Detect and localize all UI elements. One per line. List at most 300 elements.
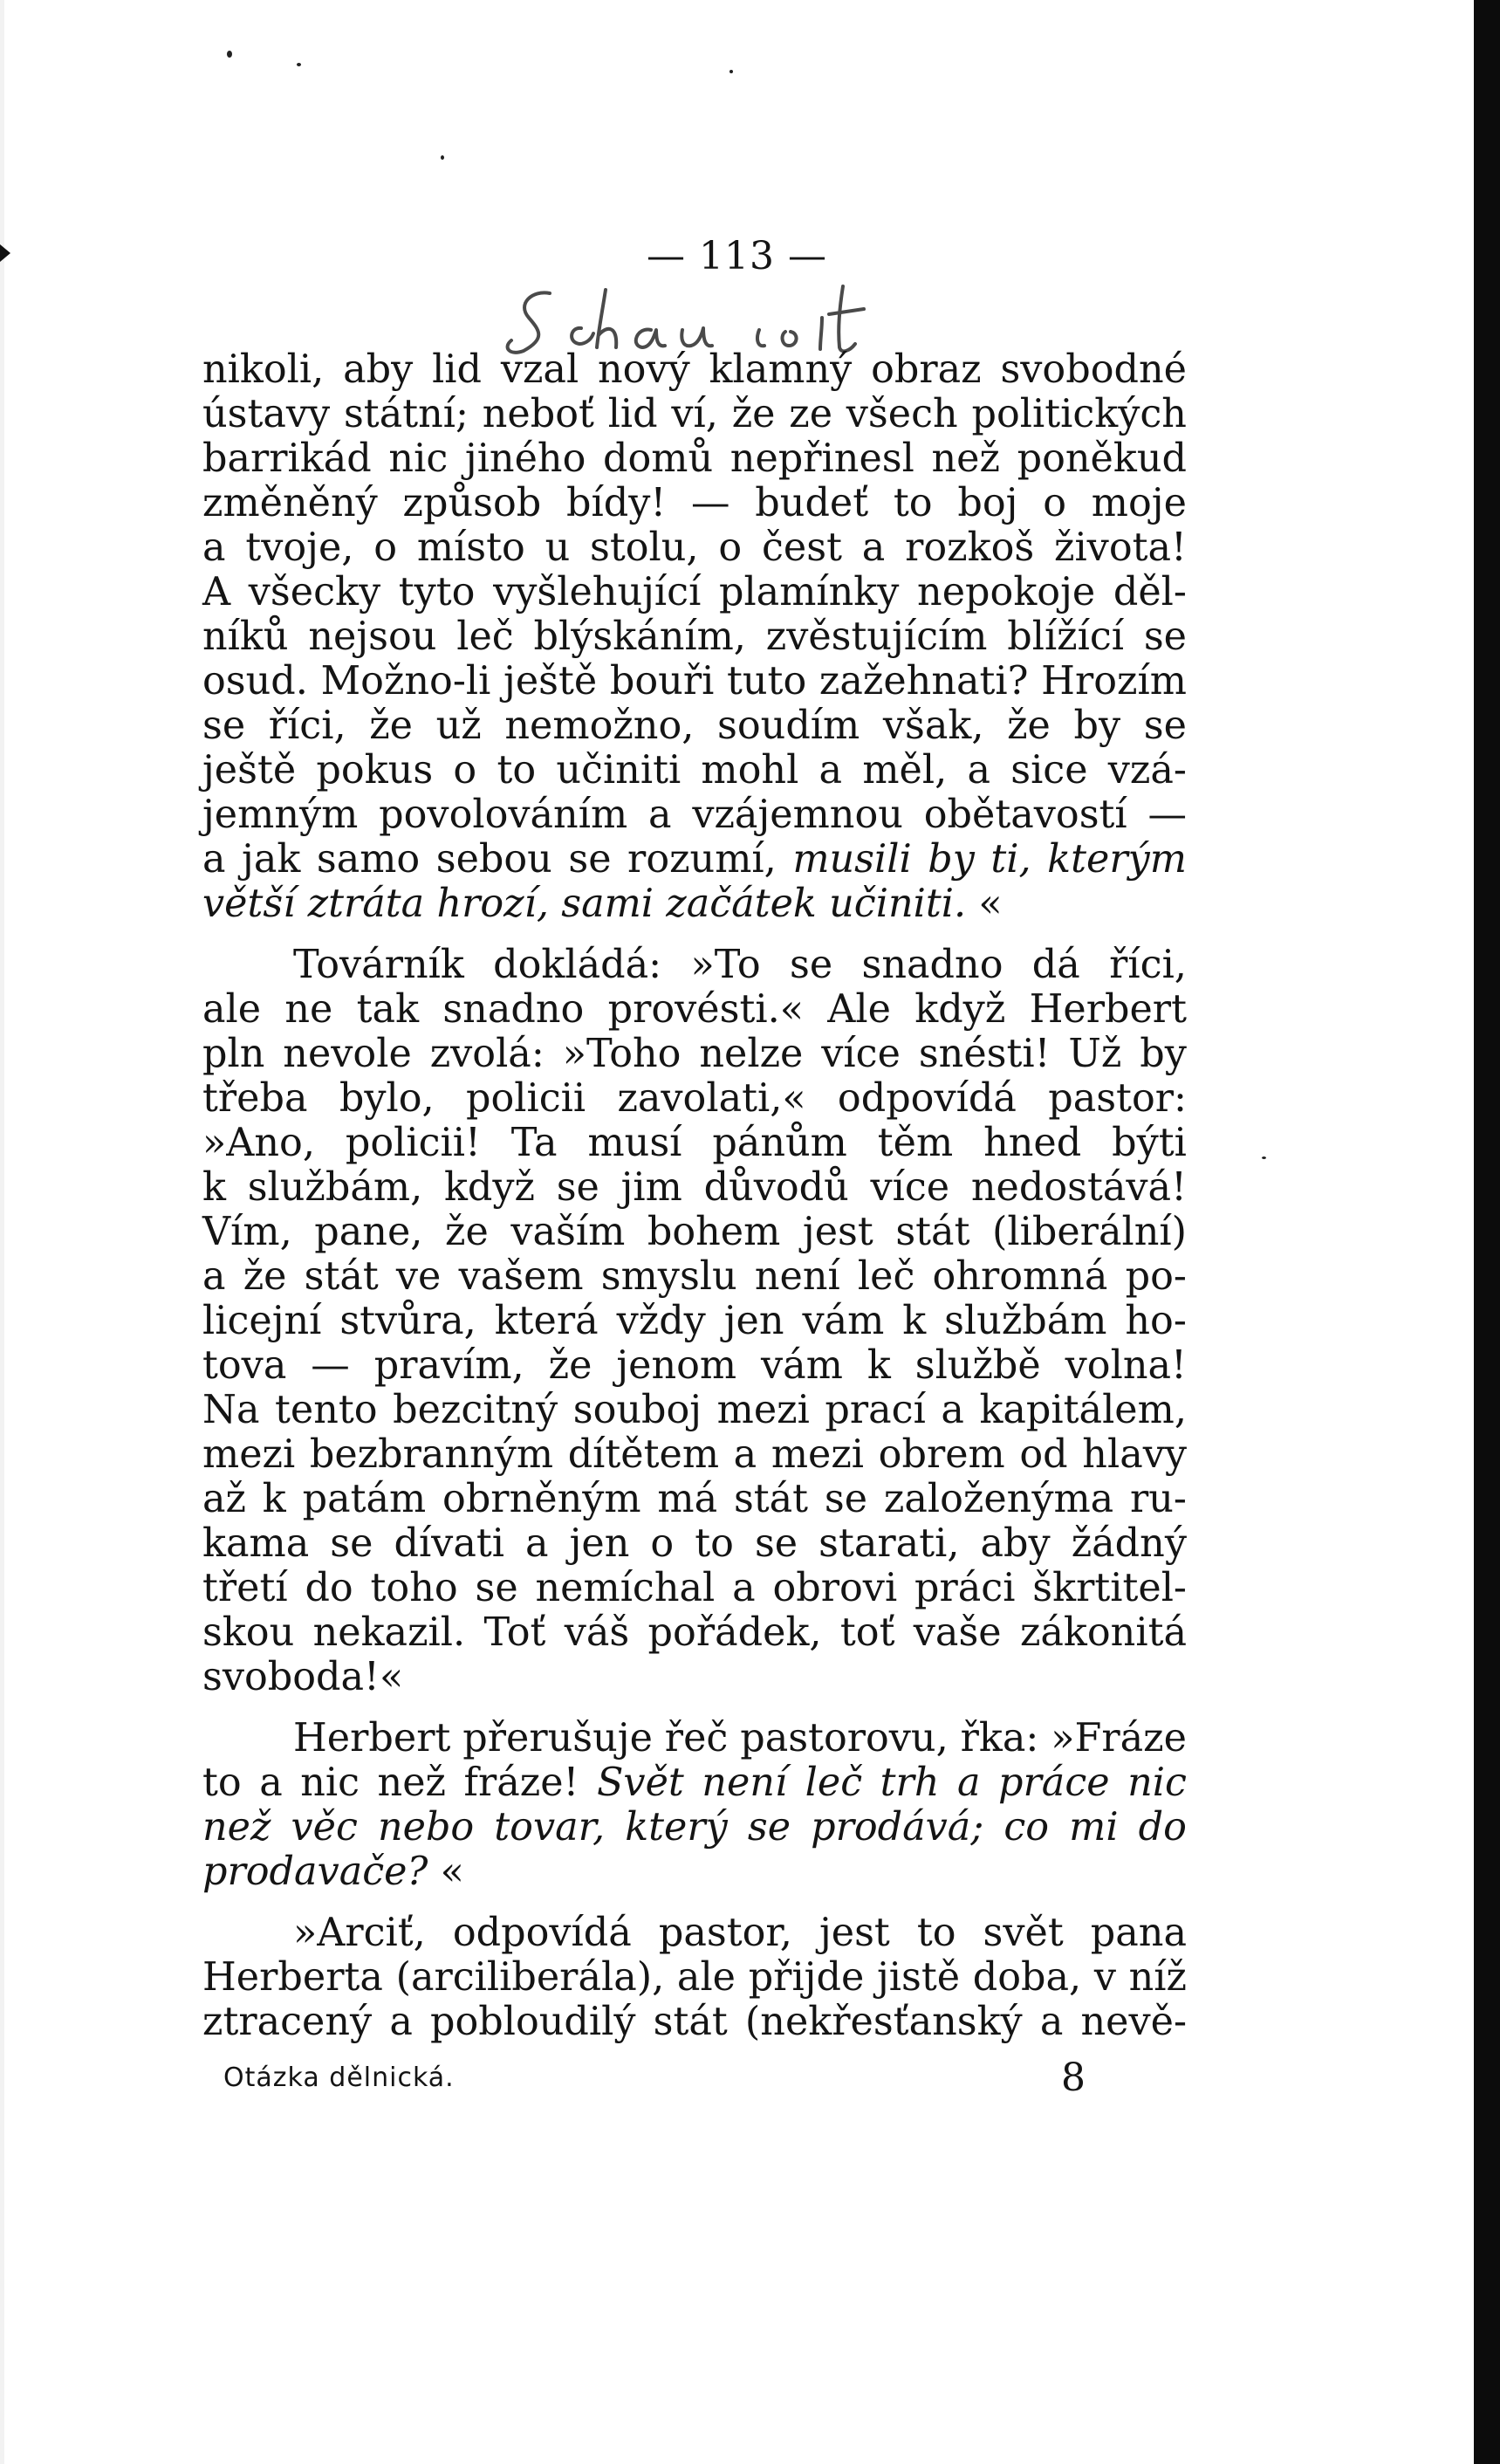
word: »Ano, [202,1121,315,1165]
word: jemným [202,793,359,837]
word: toť [839,1610,895,1655]
word: a [1039,2000,1064,2044]
word: a [202,837,226,882]
word: nemíchal [535,1566,716,1610]
word: leč [857,1254,915,1299]
word: nic [1127,1760,1187,1805]
word: jak [242,837,301,882]
word: vzájemnou [692,793,903,837]
word: přijde [748,1955,865,2000]
word: způsob [402,481,542,525]
word: jiného [464,436,586,481]
word: Toť [483,1610,546,1655]
word: však, [882,704,984,748]
word: ještě [202,748,297,793]
text-line [202,837,1187,882]
word: policii [465,1076,586,1121]
word: blížící [1007,614,1125,659]
word: dokládá: [493,943,662,987]
word: a [967,748,990,793]
scan-edge-left [0,0,4,2464]
word: by [928,837,975,882]
word: bouři [609,659,715,704]
word: a [733,1432,757,1477]
word: barrikád [202,436,372,481]
word: ví, [671,392,718,436]
word: ztracený [202,2000,373,2044]
word: (liberální) [992,1210,1187,1254]
word: práce [998,1760,1110,1805]
word: službám [944,1299,1107,1343]
word: nejsou [308,614,437,659]
word: tova [202,1343,287,1388]
text-line [202,1477,1187,1521]
word: se [330,1521,373,1566]
speck [297,63,301,66]
word: co [1003,1805,1050,1850]
text-line [202,570,1187,614]
word: ještě [503,659,598,704]
word: tak [356,987,420,1032]
text-line [202,748,1187,793]
word: zvěstujícím [765,614,988,659]
word: kterým [1047,837,1187,882]
word: než [931,436,1000,481]
text-line [202,1850,1187,1894]
word: nemožno, [504,704,695,748]
word: prodavače? [202,1850,428,1894]
word: jen [723,1299,784,1343]
word: změněný [202,481,378,525]
word: svoboda!« [202,1655,404,1699]
word: odpovídá [452,1911,632,1955]
word: »Toho [562,1032,682,1076]
text-line [202,1254,1187,1299]
word: musili [792,837,912,882]
word: budeť [755,481,869,525]
word: bezbranným [309,1432,554,1477]
word: ho- [1125,1299,1187,1343]
word: třetí [202,1566,288,1610]
word: měl, [862,748,948,793]
word: leč [805,1760,863,1805]
word: a [861,525,886,570]
word: toho [370,1566,458,1610]
word: a [525,1521,549,1566]
word: do [1138,1805,1187,1850]
word: svět [983,1911,1064,1955]
text-line [202,1955,1187,2000]
page-footer [223,2056,1096,2108]
word: tento [275,1388,378,1432]
word: ztráta [307,882,425,926]
word: v [1093,1955,1116,2000]
word: ale [676,1955,736,2000]
word: obrem [878,1432,1005,1477]
word: učiniti. [829,882,967,926]
word: osud. [202,659,308,704]
word: by [1073,704,1121,748]
word: po- [1125,1254,1187,1299]
text-line [202,793,1187,837]
word: hned [983,1121,1082,1165]
word: nic [300,1760,360,1805]
word: že [369,704,414,748]
word: níž [1128,1955,1187,2000]
speck [1262,1157,1266,1159]
word: vám [761,1343,843,1388]
word: mezi [202,1432,296,1477]
word: snadno [442,987,585,1032]
word: o [453,748,477,793]
text-line [202,392,1187,436]
word: zvolá: [429,1032,545,1076]
word: ze [789,392,833,436]
word: sice [1010,748,1088,793]
word: tvoje, [245,525,354,570]
word: se [747,1805,791,1850]
word: zavolati,« [617,1076,806,1121]
word: Herbert [1029,987,1187,1032]
word: do [305,1566,353,1610]
word: se [1143,614,1187,659]
word: službě [914,1343,1041,1388]
body-text [202,347,1187,2044]
word: místo [416,525,525,570]
word: a [732,1566,756,1610]
word: Herbert [293,1716,451,1760]
word: tuto [727,659,807,704]
word: o [650,1521,675,1566]
word: se [568,837,612,882]
word: než [377,1760,446,1805]
word: obětavostí [923,793,1127,837]
text-line [202,1760,1187,1805]
word: mi [1069,1805,1119,1850]
word: — [1147,793,1187,837]
word: (arciliberála), [395,1955,665,2000]
word: že [548,1343,592,1388]
word: ale [202,987,262,1032]
word: doba, [972,1955,1082,2000]
word: licejní [202,1299,322,1343]
word: bezcitný [393,1388,558,1432]
word: dívati [394,1521,504,1566]
word: větší [202,882,296,926]
word: řka: [960,1716,1039,1760]
word: se [790,943,833,987]
word: plamínky [718,570,900,614]
text-line [202,1610,1187,1655]
word: pana [1090,1911,1187,1955]
speck [729,70,733,73]
word: moje [1091,481,1187,525]
word: rozumí, [627,837,777,882]
word: svobodné [1000,347,1187,392]
word: vaše [913,1610,1002,1655]
word: pánům [712,1121,847,1165]
word: není [702,1760,788,1805]
text-line [202,659,1187,704]
word: obrovi [772,1566,898,1610]
word: a [202,525,226,570]
word: tyto [398,570,476,614]
word: pokus [316,748,434,793]
word: to [202,1760,242,1805]
page-number: — 113 — [647,234,827,278]
word: skou [202,1610,295,1655]
text-line [202,1299,1187,1343]
word: více [870,1165,950,1210]
word: Na [202,1388,260,1432]
word: mezi [716,1388,810,1432]
word: poněkud [1017,436,1187,481]
word: a [957,1760,981,1805]
word: a [818,748,843,793]
word: vyšlehující [493,570,702,614]
word: více [821,1032,901,1076]
text-line [202,1343,1187,1388]
word: pane, [314,1210,423,1254]
word: stát [733,1477,809,1521]
word: obrněným [442,1477,641,1521]
text-line [202,2000,1187,2044]
word: u [545,525,571,570]
word: nedostává! [970,1165,1187,1210]
word: stát [895,1210,970,1254]
word: vzá- [1107,748,1187,793]
text-line [202,1655,1187,1699]
word: A [202,570,231,614]
word: ti, [990,837,1031,882]
word: jest [818,1911,890,1955]
word: pln [202,1032,265,1076]
word: jim [620,1165,682,1210]
word: aby [980,1521,1051,1566]
word: pravím, [373,1343,524,1388]
word: nový [598,347,690,392]
word: býti [1112,1121,1187,1165]
word: už [435,704,482,748]
word: aby [343,347,414,392]
word: má [657,1477,718,1521]
word: se [475,1566,518,1610]
word: ne [284,987,333,1032]
word: lid [432,347,483,392]
word: že [243,1254,287,1299]
word: prací [825,1388,926,1432]
word: nevole [283,1032,412,1076]
word: stolu, [590,525,699,570]
word: nevě- [1080,2000,1187,2044]
word: státní; [343,392,469,436]
word: musí [587,1121,682,1165]
text-line [202,436,1187,481]
word: jen [569,1521,630,1566]
word: starati, [818,1521,960,1566]
word: zažehnati? [818,659,1029,704]
word: založenýma [883,1477,1114,1521]
word: trh [880,1760,940,1805]
word: tovar, [494,1805,606,1850]
word: — [691,481,730,525]
word: hlavy [1082,1432,1187,1477]
word: policii! [345,1121,481,1165]
word: obraz [871,347,982,392]
word: volna! [1065,1343,1187,1388]
word: a [389,2000,413,2044]
word: Svět [596,1760,684,1805]
word: se [1143,704,1187,748]
word: kapitálem, [979,1388,1187,1432]
word: fráze! [463,1760,579,1805]
word: mohl [701,748,799,793]
word: říci, [268,704,346,748]
word: není [754,1254,840,1299]
word: Ale [827,987,891,1032]
word: snadno [861,943,1003,987]
word: patám [302,1477,427,1521]
word: bohem [647,1210,781,1254]
word: nelze [699,1032,804,1076]
word: boj [957,481,1018,525]
word: rozkoš [905,525,1035,570]
word: klamný [709,347,853,392]
word: k [866,1343,891,1388]
word: pořádek, [647,1610,822,1655]
word: to [497,748,537,793]
word: neboť [482,392,594,436]
text-line [202,1388,1187,1432]
word: žádný [1071,1521,1187,1566]
word: se [824,1477,868,1521]
word: děl- [1113,570,1187,614]
word: Už [1068,1032,1122,1076]
text-line [202,1716,1187,1760]
word: dá [1031,943,1080,987]
handwritten-signature [497,278,908,358]
word: povolováním [379,793,628,837]
word: který [625,1805,728,1850]
word: bídy! [566,481,667,525]
word: snésti! [918,1032,1051,1076]
word: říci, [1109,943,1187,987]
word: a [259,1760,283,1805]
word: zákonitá [1019,1610,1187,1655]
text-line [202,943,1187,987]
word: dítětem [567,1432,720,1477]
word: níků [202,614,289,659]
word: se [556,1165,599,1210]
text-line [202,882,1187,926]
word: a [202,1254,226,1299]
word: o [1043,481,1067,525]
word: bylo, [339,1076,435,1121]
word: se [202,704,246,748]
word: blýskáním, [533,614,746,659]
word: začátek [666,882,817,926]
word: hrozí, [436,882,549,926]
word: vaším [510,1210,626,1254]
word: to [893,481,933,525]
word: odpovídá [837,1076,1017,1121]
word: samo [316,837,421,882]
word: čest [761,525,842,570]
text-line [202,704,1187,748]
word: to [916,1911,956,1955]
word: vždy [616,1299,706,1343]
text-line [202,1911,1187,1955]
word: se [754,1521,798,1566]
word: Vím, [202,1210,292,1254]
word: jenom [616,1343,737,1388]
word: sami [561,882,654,926]
word: pobloudilý [429,2000,636,2044]
word: souboj [572,1388,702,1432]
word: že [731,392,776,436]
word: leč [456,614,514,659]
word: »To [690,943,761,987]
text-line [202,481,1187,525]
word: od [1019,1432,1068,1477]
word: to [695,1521,734,1566]
word: (nekřesťanský [744,2000,1023,2044]
word: učiniti [556,748,682,793]
word: když [914,987,1006,1032]
text-line [202,1165,1187,1210]
word: nepokoje [917,570,1096,614]
word: « [978,882,1003,926]
word: »Fráze [1051,1716,1187,1760]
text-line [202,1121,1187,1165]
text-line [202,1805,1187,1850]
word: nikoli, [202,347,325,392]
word: politických [971,392,1187,436]
word: k [902,1299,927,1343]
word: službám, [247,1165,423,1210]
word: života! [1054,525,1187,570]
word: smyslu [600,1254,737,1299]
word: provésti.« [607,987,804,1032]
word: Herberta [202,1955,383,2000]
word: všecky [248,570,381,614]
word: která [494,1299,599,1343]
word: k [202,1165,226,1210]
text-line [202,987,1187,1032]
text-line [202,1521,1187,1566]
text-line [202,1210,1187,1254]
word: « [440,1850,464,1894]
word: pastorovu, [740,1716,949,1760]
word: jistě [876,1955,961,2000]
word: když [443,1165,535,1210]
word: sebou [435,837,552,882]
word: stvůra, [339,1299,476,1343]
word: pastor, [658,1911,792,1955]
text-line [202,347,1187,392]
word: řeč [664,1716,729,1760]
word: nekazil. [312,1610,466,1655]
word: k [262,1477,286,1521]
word: kama [202,1521,310,1566]
word: Ta [510,1121,558,1165]
word: a [647,793,672,837]
word: ohromná [932,1254,1108,1299]
speck [227,51,232,58]
word: nebo [377,1805,475,1850]
scan-edge-right [1474,0,1500,2464]
text-line [202,525,1187,570]
